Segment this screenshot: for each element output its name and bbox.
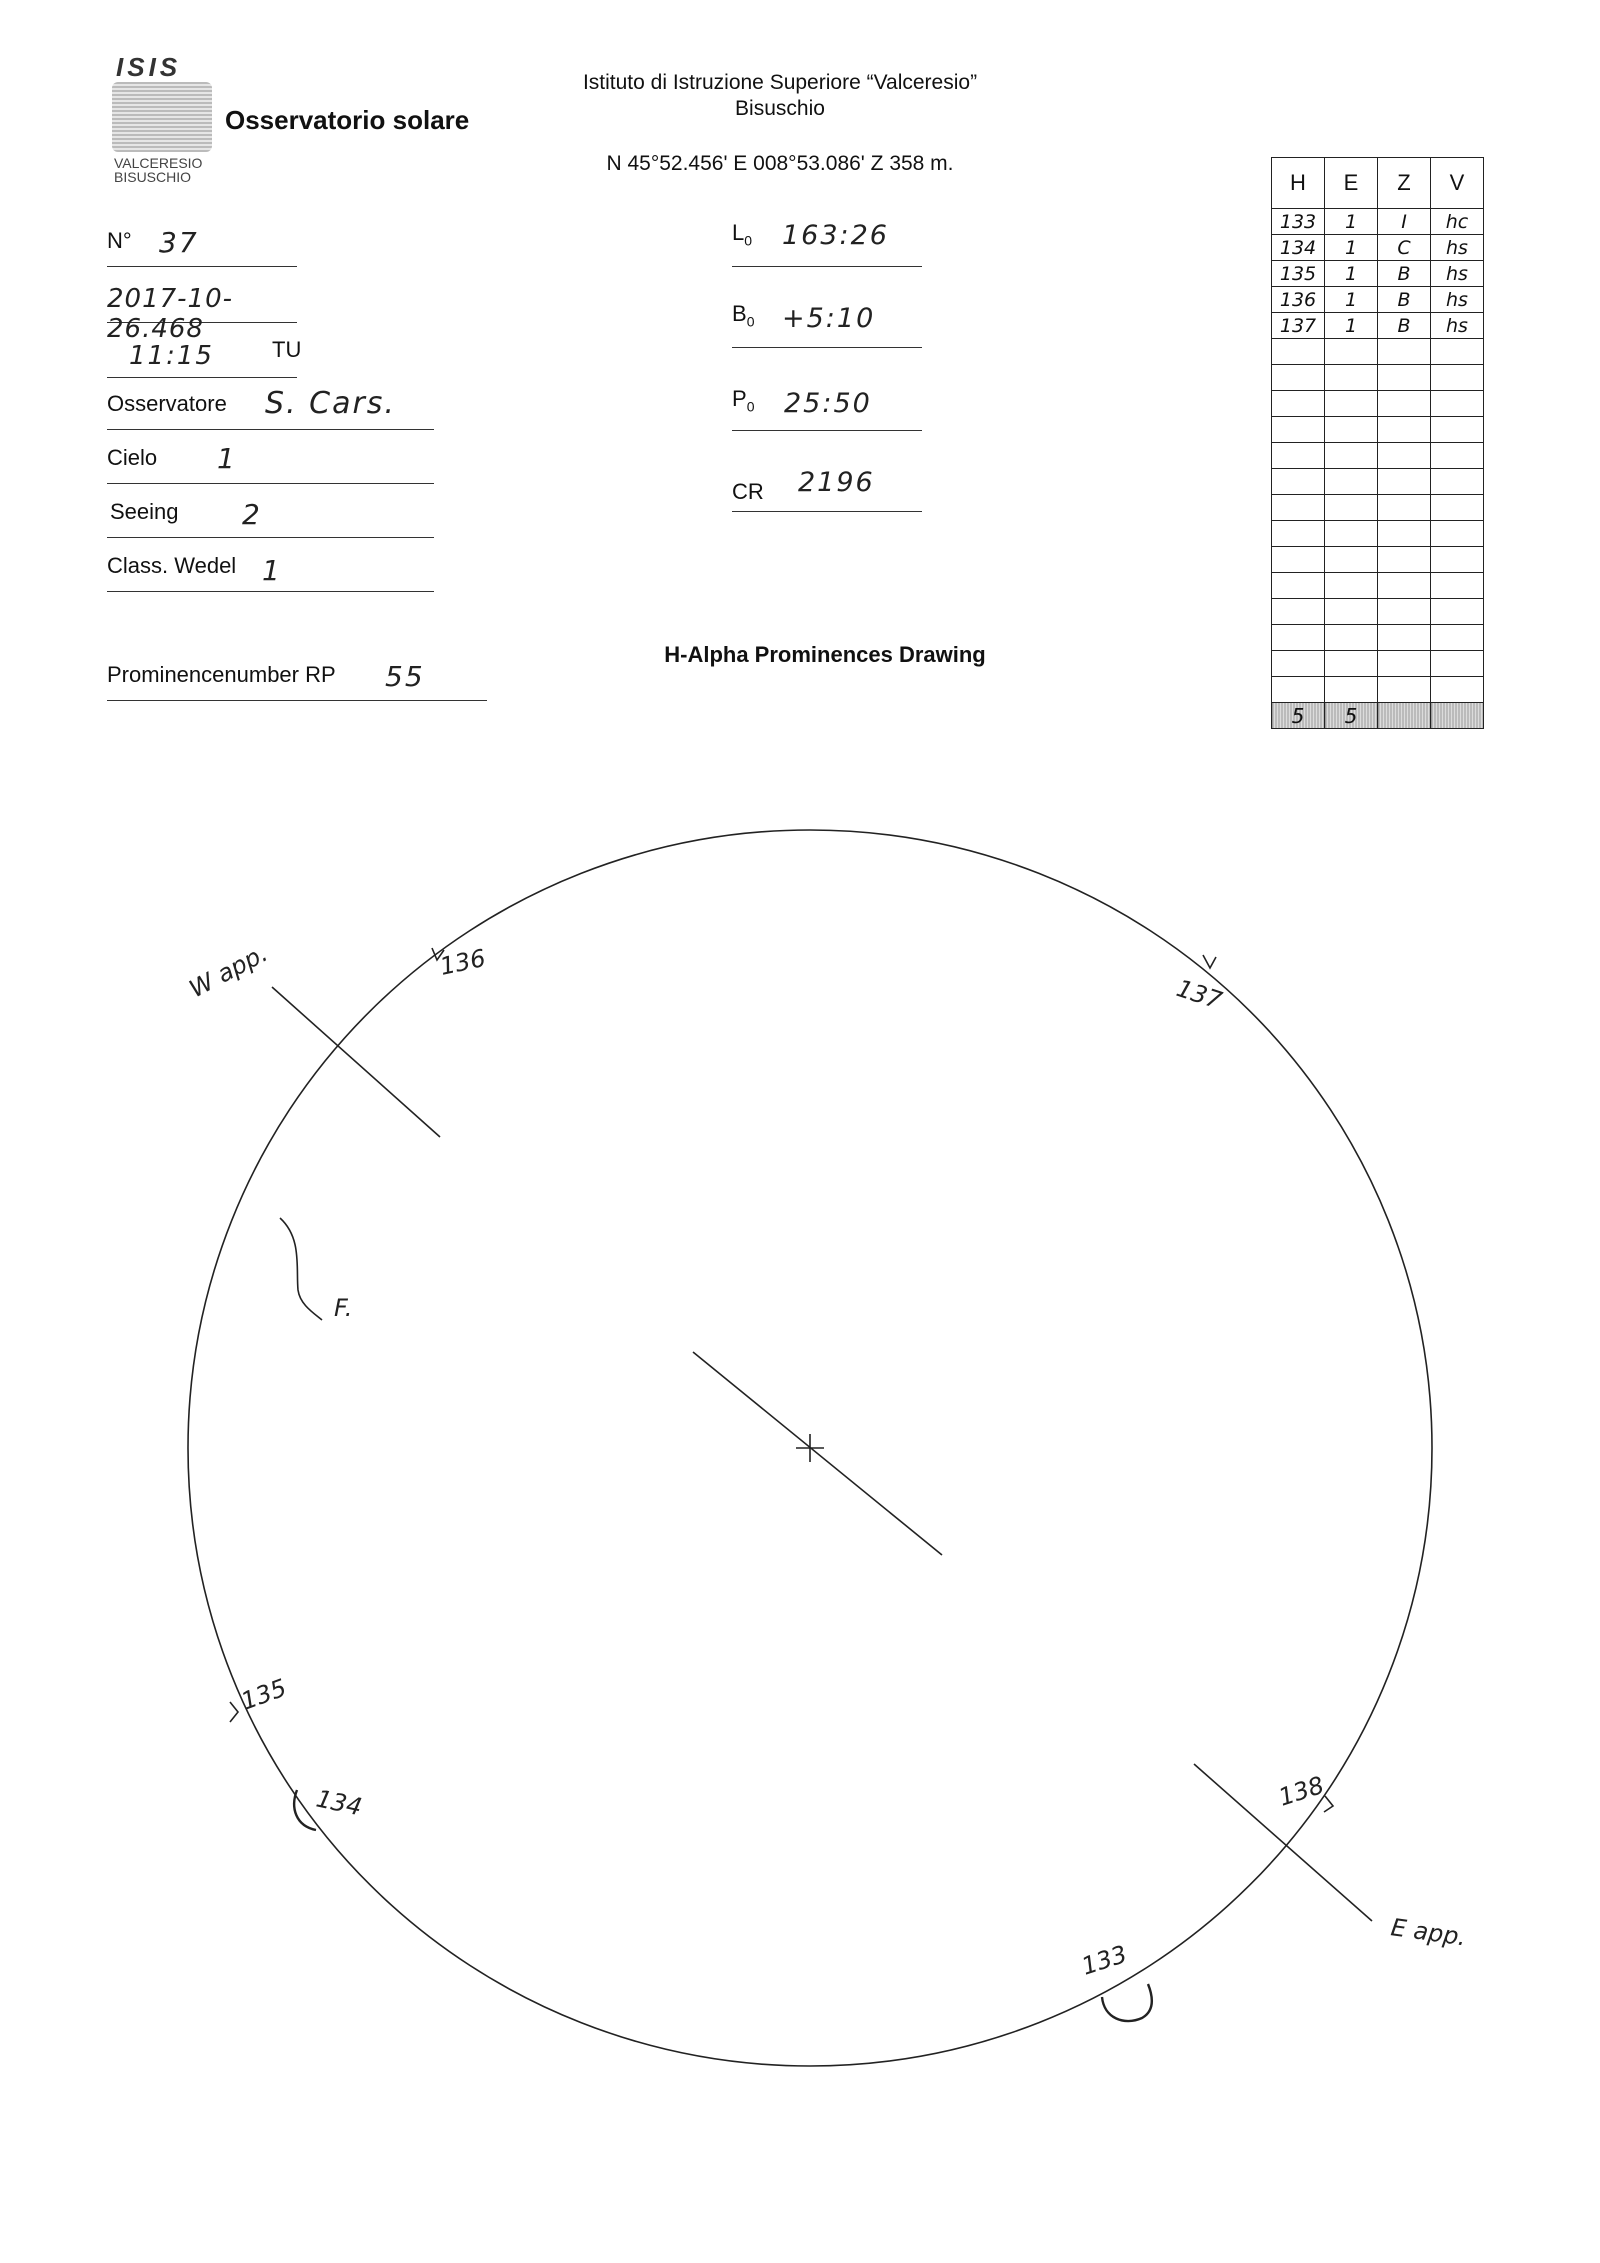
b0-label-sub: 0: [746, 313, 755, 330]
p0-label-text: P: [732, 386, 747, 411]
cr-label: CR: [732, 479, 764, 504]
l0-label-sub: 0: [744, 232, 753, 249]
cell-z: C: [1378, 235, 1431, 261]
seeing-value: 2: [242, 498, 262, 531]
header-e: E: [1325, 158, 1378, 209]
prominence-138-tick: [1324, 1796, 1333, 1812]
cell-h: 134: [1272, 235, 1325, 261]
rotation-axis-line: [693, 1352, 942, 1555]
institute-line1: Istituto di Istruzione Superiore “Valceresio”: [582, 71, 978, 94]
west-direction-line: [272, 987, 440, 1137]
seeing-label: Seeing: [110, 499, 179, 524]
cell-v: hs: [1431, 287, 1484, 313]
rp-label: Prominencenumber RP: [107, 662, 336, 687]
logo-town-line1: VALCERESIO: [114, 155, 203, 171]
cell-e: 1: [1325, 261, 1378, 287]
cell-e: 1: [1325, 287, 1378, 313]
label-west: W app.: [184, 939, 273, 1004]
prominence-135-tick: [230, 1702, 238, 1722]
cell-v: hc: [1431, 209, 1484, 235]
sky-label: Cielo: [107, 445, 158, 470]
cell-z: B: [1378, 287, 1431, 313]
wedel-value: 1: [262, 554, 282, 587]
cell-e: 1: [1325, 235, 1378, 261]
cell-e: 1: [1325, 209, 1378, 235]
prominence-137-tick: [1203, 955, 1216, 968]
header-v: V: [1431, 158, 1484, 209]
p0-label-sub: 0: [746, 398, 755, 415]
observer-label: Osservatore: [107, 391, 227, 416]
logo-town-line2: BISUSCHIO: [114, 169, 192, 185]
logo-text: ISIS: [116, 52, 182, 82]
header-h: H: [1272, 158, 1325, 209]
label-133: 133: [1078, 1939, 1131, 1981]
cell-z: I: [1378, 209, 1431, 235]
observatory-title: Osservatorio solare: [225, 105, 470, 135]
b0-value: +5:10: [782, 303, 876, 334]
sky-value: 1: [217, 442, 237, 475]
cell-h: 137: [1272, 313, 1325, 339]
label-filament: F.: [334, 1294, 353, 1322]
cell-v: hs: [1431, 313, 1484, 339]
cell-z: B: [1378, 261, 1431, 287]
total-h: 5: [1272, 703, 1325, 729]
label-east: E app.: [1389, 1913, 1468, 1952]
l0-label-text: L: [732, 220, 745, 245]
observer-value: S. Cars.: [265, 386, 396, 421]
cr-value: 2196: [798, 467, 875, 498]
time-value: 11:15: [129, 341, 214, 371]
site-coordinates: N 45°52.456' E 008°53.086' Z 358 m.: [606, 152, 954, 175]
drawing-title: H-Alpha Prominences Drawing: [664, 642, 986, 667]
number-label: N°: [107, 228, 132, 253]
label-135: 135: [237, 1673, 291, 1716]
rp-value: 55: [385, 660, 425, 693]
time-unit: TU: [272, 337, 302, 362]
cell-v: hs: [1431, 261, 1484, 287]
b0-label-text: B: [732, 301, 747, 326]
cell-z: B: [1378, 313, 1431, 339]
label-138: 138: [1275, 1770, 1328, 1812]
cell-h: 133: [1272, 209, 1325, 235]
date-value: 2017-10-26.468: [107, 284, 234, 344]
cell-h: 135: [1272, 261, 1325, 287]
total-e: 5: [1325, 703, 1378, 729]
header-z: Z: [1378, 158, 1431, 209]
p0-value: 25:50: [784, 388, 872, 419]
label-137: 137: [1173, 974, 1226, 1015]
number-value: 37: [159, 226, 199, 259]
filament-mark: [280, 1218, 322, 1320]
label-134: 134: [313, 1784, 365, 1822]
l0-value: 163:26: [782, 220, 889, 251]
cell-v: hs: [1431, 235, 1484, 261]
institute-line2: Bisuschio: [735, 97, 825, 120]
cell-h: 136: [1272, 287, 1325, 313]
label-136: 136: [437, 943, 489, 981]
cell-e: 1: [1325, 313, 1378, 339]
wedel-label: Class. Wedel: [107, 553, 237, 578]
